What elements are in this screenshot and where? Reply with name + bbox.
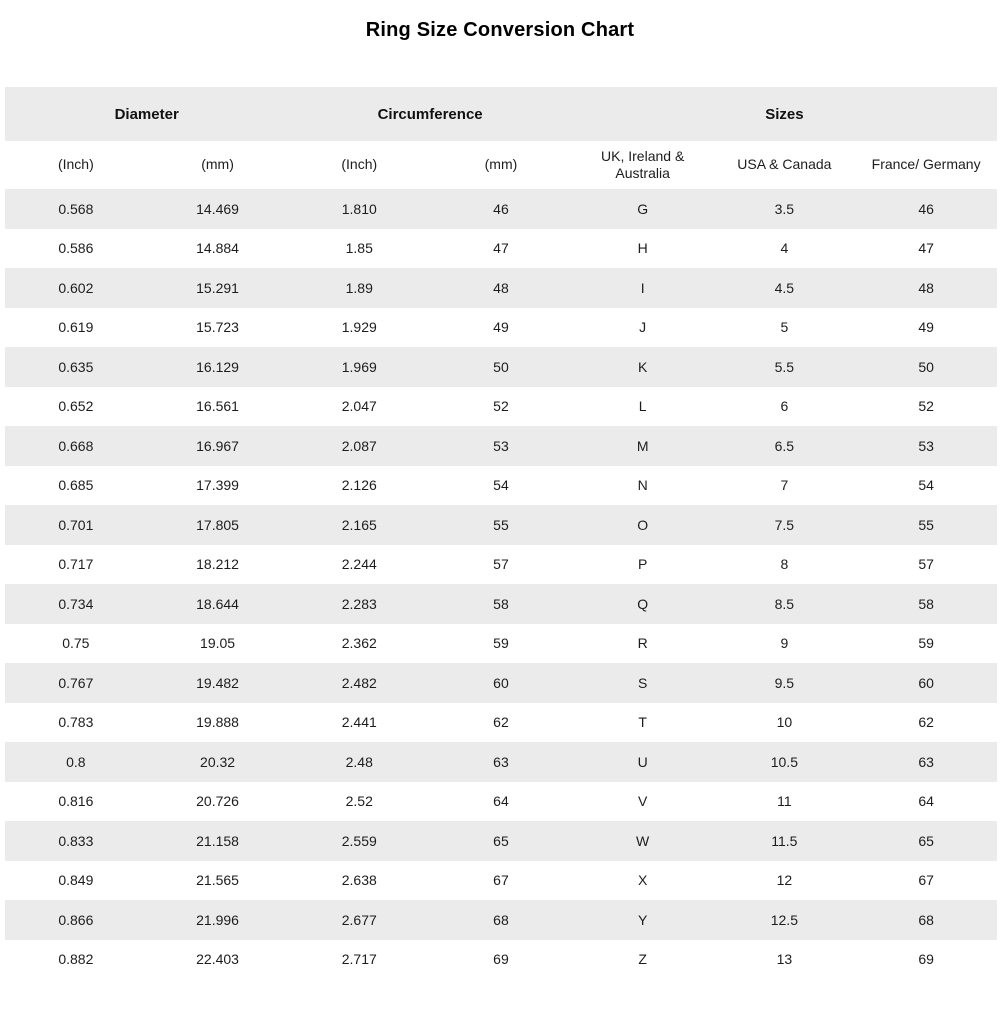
cell: 21.158 [196, 832, 239, 849]
cell: 0.668 [58, 437, 94, 454]
cell: 48 [493, 279, 509, 296]
page-title: Ring Size Conversion Chart [365, 19, 635, 41]
cell: 21.565 [196, 872, 239, 889]
cell: 0.8 [66, 753, 86, 770]
cell: 57 [493, 556, 509, 573]
table-row [5, 821, 997, 861]
cell: 7.5 [774, 516, 795, 533]
table-row [5, 782, 997, 822]
cell: L [638, 398, 647, 415]
cell: 49 [918, 319, 934, 336]
cell: 9.5 [774, 674, 795, 691]
cell: Z [638, 951, 647, 968]
table-row [5, 742, 997, 782]
group-header-diameter: Diameter [5, 87, 288, 141]
cell: 47 [493, 240, 509, 257]
cell: J [639, 319, 647, 336]
cell: 12.5 [770, 911, 798, 928]
cell: 4.5 [774, 279, 795, 296]
cell: 6 [780, 398, 789, 415]
cell: X [637, 872, 648, 889]
cell: 15.291 [196, 279, 239, 296]
cell: 22.403 [196, 951, 239, 968]
cell: 46 [493, 200, 509, 217]
cell: 11.5 [771, 832, 798, 849]
table-row [5, 663, 997, 703]
cell: 60 [918, 674, 934, 691]
cell: 65 [918, 832, 934, 849]
cell: 20.726 [196, 793, 239, 810]
cell: 11 [777, 793, 792, 810]
cell: 68 [493, 911, 509, 928]
table-row [5, 940, 997, 980]
cell: 54 [493, 477, 509, 494]
cell: 2.717 [341, 951, 377, 968]
table-row [5, 308, 997, 348]
cell: 0.685 [58, 477, 94, 494]
cell: 0.586 [58, 240, 94, 257]
cell: 8 [780, 556, 789, 573]
cell: 63 [493, 753, 509, 770]
table-row [5, 347, 997, 387]
cell: Y [637, 911, 648, 928]
cell: 58 [918, 595, 934, 612]
cell: 46 [918, 200, 934, 217]
cell: 16.967 [196, 437, 239, 454]
cell: 2.48 [345, 753, 373, 770]
cell: 2.677 [341, 911, 377, 928]
table-row [5, 505, 997, 545]
cell: 12 [776, 872, 793, 889]
cell: 67 [493, 872, 509, 889]
cell: 55 [493, 516, 509, 533]
cell: 18.212 [196, 556, 239, 573]
column-header-diameter-inch: (Inch) [5, 141, 147, 189]
cell: P [637, 556, 648, 573]
table-row [5, 545, 997, 585]
cell: W [636, 832, 650, 849]
cell: 2.047 [341, 398, 377, 415]
cell: 2.244 [341, 556, 377, 573]
cell: 48 [918, 279, 934, 296]
table-row [5, 229, 997, 269]
cell: 0.849 [58, 872, 94, 889]
cell: 3.5 [774, 200, 795, 217]
cell: Q [637, 595, 649, 612]
cell: I [640, 279, 645, 296]
cell: 53 [918, 437, 934, 454]
cell: 20.32 [200, 753, 236, 770]
cell: 55 [918, 516, 934, 533]
cell: 9 [780, 635, 789, 652]
cell: 1.929 [341, 319, 377, 336]
cell: 54 [918, 477, 934, 494]
cell: 2.126 [341, 477, 377, 494]
table-row [5, 426, 997, 466]
cell: 21.996 [196, 911, 239, 928]
cell: 52 [918, 398, 934, 415]
cell: 13 [776, 951, 793, 968]
column-header-diameter-mm: (mm) [147, 141, 289, 189]
cell: 57 [918, 556, 934, 573]
cell: K [637, 358, 648, 375]
group-header-sizes: Sizes [572, 87, 997, 141]
table-row [5, 268, 997, 308]
cell: 0.816 [58, 793, 94, 810]
table-body [5, 189, 997, 979]
cell: 2.52 [345, 793, 373, 810]
cell: H [637, 240, 648, 257]
column-header-uk-ireland-australia: UK, Ireland & Australia [572, 141, 714, 189]
cell: 53 [493, 437, 509, 454]
table-row [5, 624, 997, 664]
cell: 7 [780, 477, 789, 494]
cell: 2.283 [341, 595, 377, 612]
table-row [5, 189, 997, 229]
column-header-usa-canada: USA & Canada [714, 141, 856, 189]
cell: R [637, 635, 648, 652]
cell: 0.882 [58, 951, 94, 968]
cell: 2.482 [341, 674, 377, 691]
column-group-row [5, 87, 997, 141]
cell: 64 [918, 793, 934, 810]
cell: 1.810 [341, 200, 377, 217]
cell: G [637, 200, 649, 217]
cell: 17.399 [196, 477, 239, 494]
cell: 16.561 [196, 398, 239, 415]
cell: 16.129 [196, 358, 239, 375]
cell: 18.644 [196, 595, 239, 612]
cell: 0.619 [58, 319, 94, 336]
cell: 50 [918, 358, 934, 375]
cell: 19.888 [196, 714, 239, 731]
cell: 2.087 [341, 437, 377, 454]
cell: 2.638 [341, 872, 377, 889]
cell: U [637, 753, 648, 770]
cell: 17.805 [196, 516, 239, 533]
cell: 58 [493, 595, 509, 612]
cell: 6.5 [774, 437, 795, 454]
cell: 0.717 [58, 556, 94, 573]
conversion-table-container [5, 87, 997, 979]
cell: V [637, 793, 648, 810]
cell: 1.969 [341, 358, 377, 375]
group-header-circumference: Circumference [288, 87, 571, 141]
cell: 8.5 [774, 595, 795, 612]
column-header-circumference-inch: (Inch) [288, 141, 430, 189]
cell: 64 [493, 793, 509, 810]
cell: 0.783 [58, 714, 94, 731]
cell: 1.89 [345, 279, 373, 296]
cell: 15.723 [196, 319, 239, 336]
cell: 0.866 [58, 911, 94, 928]
cell: 47 [918, 240, 934, 257]
cell: 2.165 [341, 516, 377, 533]
cell: 0.833 [58, 832, 94, 849]
cell: 2.441 [341, 714, 377, 731]
cell: O [637, 516, 649, 533]
table-row [5, 466, 997, 506]
table-row [5, 703, 997, 743]
cell: 10 [776, 714, 793, 731]
cell: 62 [493, 714, 509, 731]
cell: 69 [493, 951, 509, 968]
cell: 0.635 [58, 358, 94, 375]
cell: 0.602 [58, 279, 94, 296]
cell: 2.559 [341, 832, 377, 849]
cell: T [638, 714, 647, 731]
cell: 10.5 [770, 753, 798, 770]
cell: 19.05 [200, 635, 236, 652]
cell: 0.701 [58, 516, 94, 533]
cell: 50 [493, 358, 509, 375]
cell: 62 [918, 714, 934, 731]
cell: 65 [493, 832, 509, 849]
cell: 14.884 [196, 240, 239, 257]
cell: 49 [493, 319, 509, 336]
cell: N [637, 477, 648, 494]
cell: 67 [918, 872, 934, 889]
cell: 0.75 [62, 635, 90, 652]
cell: 5.5 [774, 358, 795, 375]
cell: 4 [780, 240, 789, 257]
cell: S [637, 674, 648, 691]
cell: 0.767 [58, 674, 94, 691]
column-header-france-germany: France/ Germany [855, 141, 997, 189]
column-header-row [5, 141, 997, 189]
cell: 63 [918, 753, 934, 770]
cell: 59 [918, 635, 934, 652]
cell: 69 [918, 951, 934, 968]
cell: 5 [780, 319, 789, 336]
table-row [5, 900, 997, 940]
table-row [5, 861, 997, 901]
table-row [5, 584, 997, 624]
cell: 0.734 [58, 595, 94, 612]
cell: 59 [493, 635, 509, 652]
cell: 14.469 [196, 200, 239, 217]
cell: 0.652 [58, 398, 94, 415]
cell: 68 [918, 911, 934, 928]
cell: 2.362 [341, 635, 377, 652]
table-row [5, 387, 997, 427]
ring-size-conversion-table [5, 87, 997, 979]
cell: 60 [493, 674, 509, 691]
column-header-circumference-mm: (mm) [430, 141, 572, 189]
cell: 52 [493, 398, 509, 415]
cell: M [636, 437, 649, 454]
cell: 19.482 [196, 674, 239, 691]
cell: 0.568 [58, 200, 94, 217]
cell: 1.85 [345, 240, 373, 257]
